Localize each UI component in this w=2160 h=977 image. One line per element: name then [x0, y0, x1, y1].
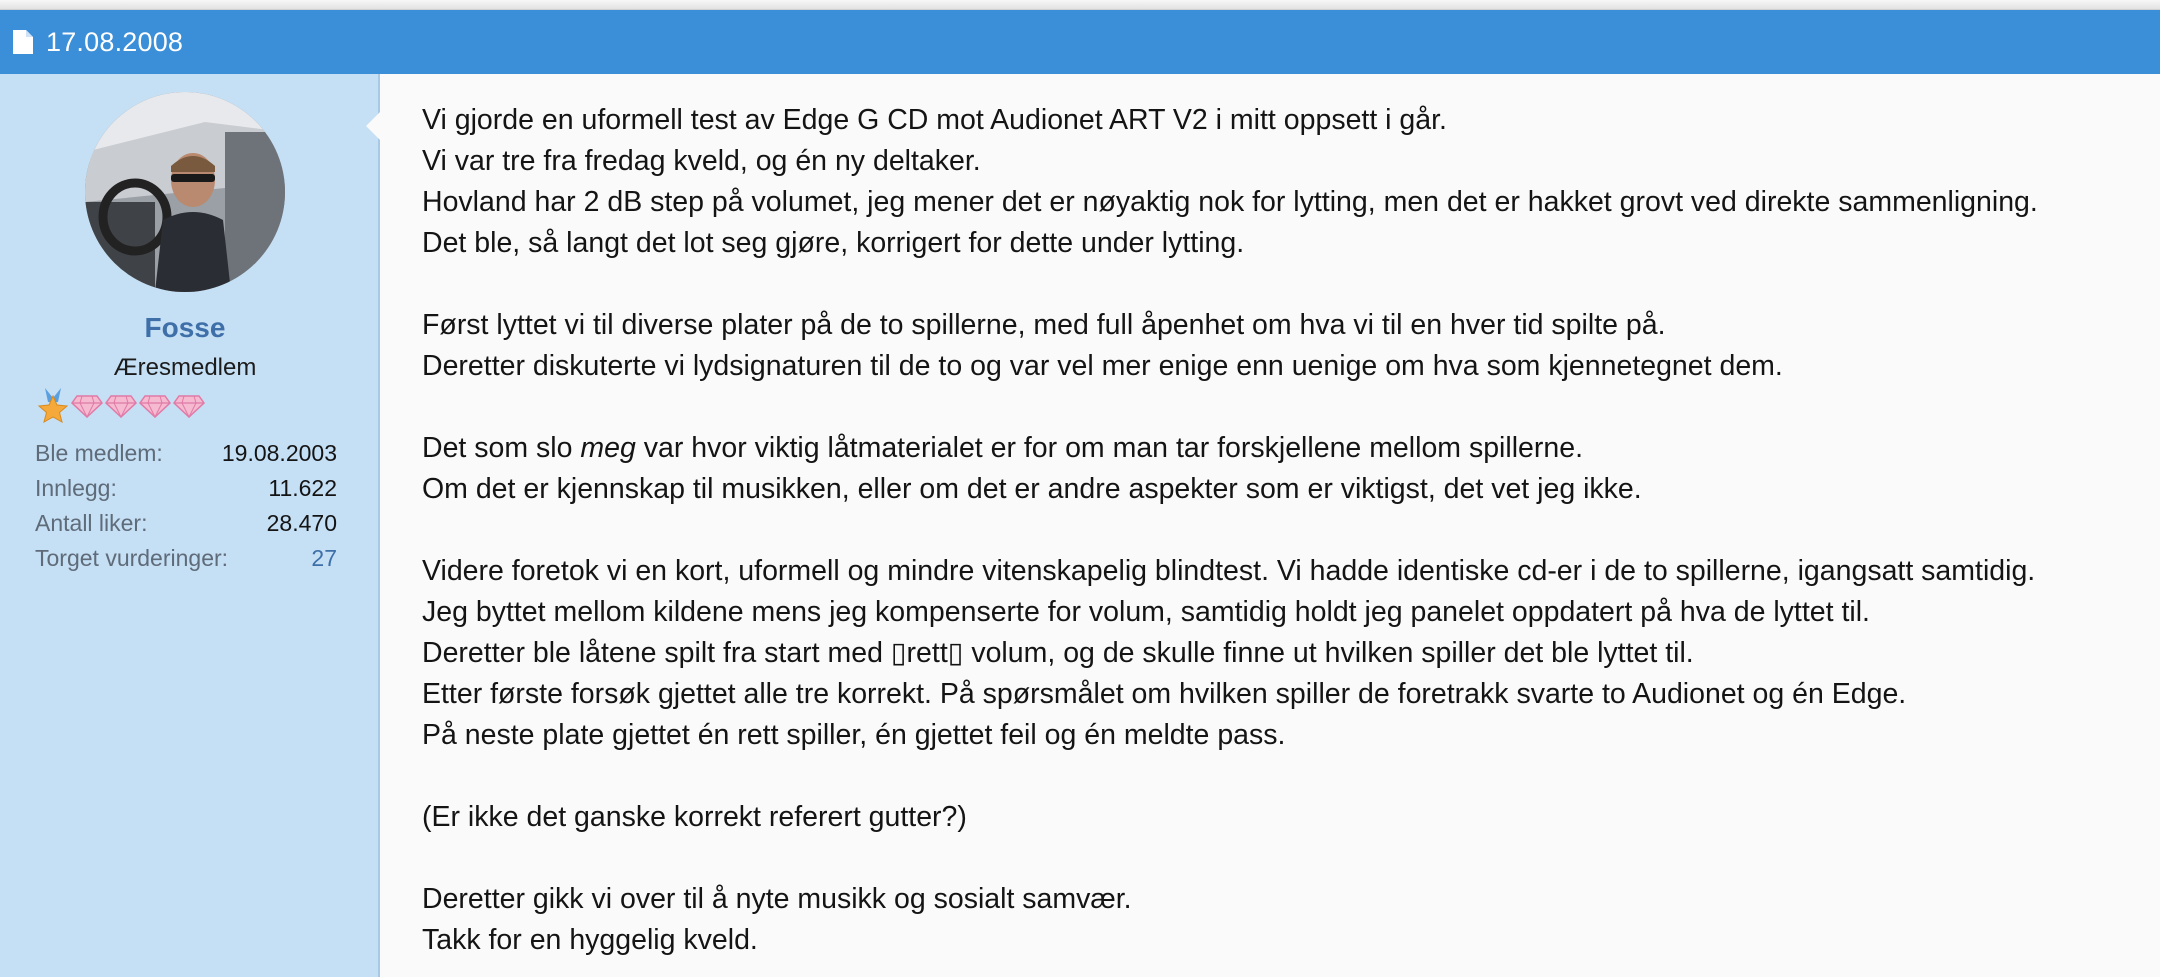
stat-label: Torget vurderinger: — [35, 545, 229, 571]
text-line: Deretter diskuterte vi lydsignaturen til de to og var vel mer enige enn uenige om hva som kjennetegnet dem. — [422, 350, 1783, 382]
text-line: Det ble, så langt det lot seg gjøre, korrigert for dette under lytting. — [422, 227, 1245, 259]
username[interactable]: Fosse — [144, 312, 226, 343]
post-body — [422, 100, 2142, 977]
stat-label: Ble medlem: — [35, 440, 163, 466]
paragraph — [422, 551, 2142, 756]
gem-badge-icon — [172, 393, 206, 419]
text-line: (Er ikke det ganske korrekt referert gutter?) — [422, 801, 967, 833]
text-line: Jeg byttet mellom kildene mens jeg kompenserte for volum, samtidig holdt jeg panelet oppdatert på hva de lyttet til. — [422, 596, 1870, 628]
text-segment: Det som slo — [422, 432, 581, 464]
market-ratings-link[interactable]: 27 — [311, 545, 337, 571]
stat-value: 19.08.2003 — [221, 440, 337, 466]
post-date: 17.08.2008 — [46, 26, 184, 57]
text-line: Vi var tre fra fredag kveld, og én ny deltaker. — [422, 145, 981, 177]
user-info-panel — [0, 74, 380, 977]
message-arrow — [366, 112, 380, 140]
stat-label: Antall liker: — [35, 510, 148, 536]
stat-joined — [35, 436, 337, 471]
document-icon — [12, 29, 34, 55]
text-line — [422, 428, 2142, 469]
paragraph — [422, 305, 2142, 387]
stat-likes — [35, 506, 337, 541]
paragraph — [422, 879, 2142, 961]
user-title: Æresmedlem — [113, 354, 257, 381]
text-line: Deretter ble låtene spilt fra start med ▯rett▯ volum, og de skulle finne ut hvilken spiller det ble lyttet til. — [422, 637, 1694, 669]
emphasis-text: meg — [580, 432, 636, 464]
text-segment: var hvor viktig låtmaterialet er for om man tar forskjellene mellom spillerne. — [635, 432, 1584, 464]
stat-posts — [35, 471, 337, 506]
text-line: Om det er kjennskap til musikken, eller om det er andre aspekter som er viktigst, det vet jeg ikke. — [422, 473, 1642, 505]
stat-value: 11.622 — [268, 475, 337, 501]
avatar[interactable] — [85, 92, 285, 292]
post-date-bar — [0, 10, 2160, 74]
user-stats — [35, 436, 337, 576]
text-line: På neste plate gjettet én rett spiller, én gjettet feil og én meldte pass. — [422, 719, 1286, 751]
paragraph — [422, 428, 2142, 510]
text-line: Etter første forsøk gjettet alle tre korrekt. På spørsmålet om hvilken spiller de foretrakk svarte to Audionet og én Edge. — [422, 678, 1907, 710]
stat-value: 28.470 — [266, 510, 337, 536]
text-line: Først lyttet vi til diverse plater på de to spillerne, med full åpenhet om hva vi til en hver tid spilte på. — [422, 309, 1666, 341]
star-badge-icon — [36, 388, 70, 424]
text-line: Hovland har 2 dB step på volumet, jeg mener det er nøyaktig nok for lytting, men det er hakket grovt ved direkte sammenligning. — [422, 186, 2038, 218]
text-line: Videre foretok vi en kort, uformell og mindre vitenskapelig blindtest. Vi hadde identiske cd-er i de to spillerne, igangsatt samtidig. — [422, 555, 2036, 587]
top-edge — [0, 0, 2160, 10]
stat-market-ratings — [35, 541, 337, 576]
paragraph — [422, 100, 2142, 264]
user-badges — [36, 386, 206, 426]
paragraph — [422, 797, 2142, 838]
stat-label: Innlegg: — [35, 475, 117, 501]
text-line: Takk for en hyggelig kveld. — [422, 924, 758, 956]
text-line: Deretter gikk vi over til å nyte musikk og sosialt samvær. — [422, 883, 1132, 915]
gem-badge-icon — [138, 393, 172, 419]
gem-badge-icon — [70, 393, 104, 419]
gem-badge-icon — [104, 393, 138, 419]
text-line: Vi gjorde en uformell test av Edge G CD mot Audionet ART V2 i mitt oppsett i går. — [422, 104, 1447, 136]
